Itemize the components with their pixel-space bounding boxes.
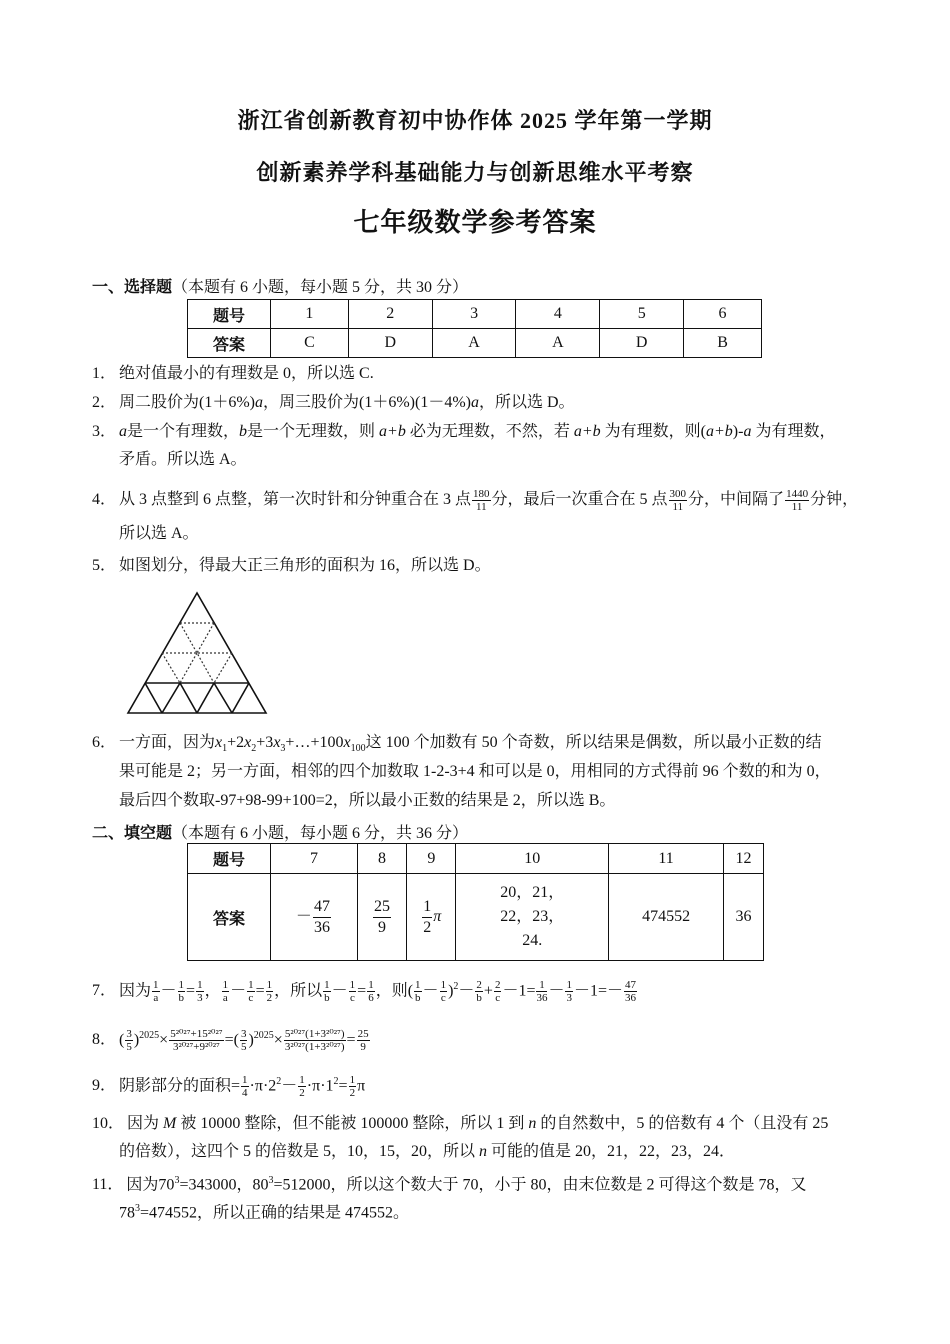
section-label: 二、填空题	[92, 825, 173, 842]
numerator: 1	[153, 979, 159, 992]
variable: n	[528, 1115, 537, 1132]
subscript: 1	[222, 743, 228, 755]
variable: x	[273, 734, 281, 751]
text: 被 10000 整除，但不能被 100000 整除，所以 1 到	[176, 1115, 529, 1132]
denominator: b	[324, 992, 330, 1005]
text: )	[448, 982, 454, 1000]
text: )-	[732, 423, 744, 440]
answer-key-title: 七年级数学参考答案	[353, 208, 597, 237]
denominator: b	[476, 992, 482, 1005]
triangle-figure	[120, 585, 280, 720]
pi-symbol: π	[433, 907, 442, 925]
item-number: 6．	[92, 734, 117, 751]
text: =	[255, 982, 265, 1000]
variable: a+b	[706, 423, 733, 440]
text: －	[281, 1077, 298, 1095]
text: =	[357, 982, 367, 1000]
item-number: 1．	[92, 365, 117, 382]
table-cell: 2	[348, 300, 432, 329]
table-cell: 4	[516, 300, 600, 329]
answer-9	[407, 874, 456, 961]
fraction	[440, 979, 448, 1004]
superscript: 3	[268, 1175, 274, 1186]
explanation-line	[92, 1026, 371, 1053]
explanation-line	[92, 1171, 807, 1195]
table-cell: 5	[600, 300, 684, 329]
variable: n	[479, 1143, 488, 1160]
minus-sign: －	[295, 907, 312, 925]
text: 因为	[127, 1115, 164, 1132]
fraction	[357, 1028, 370, 1053]
explanation-line	[92, 422, 835, 442]
numerator: 3	[126, 1028, 132, 1041]
text: =343000，80	[179, 1176, 269, 1194]
answer-line: 22，23，	[500, 908, 565, 925]
text: 一方面，因为	[119, 734, 216, 751]
denominator: 3	[566, 992, 572, 1005]
item-number: 9．	[92, 1077, 117, 1095]
numerator: 1	[242, 1074, 248, 1087]
item-number: 10．	[92, 1115, 125, 1132]
variable: a	[743, 423, 752, 440]
text: 的倍数），这四个 5 的倍数是 5，10，15，20，所以	[119, 1143, 480, 1160]
numerator: 25	[357, 1028, 369, 1041]
text: ，所以	[274, 982, 323, 1000]
fraction	[475, 979, 483, 1004]
text: 因为	[119, 982, 152, 1000]
text: －	[422, 982, 439, 1000]
text: =	[346, 1031, 356, 1049]
fraction	[313, 897, 331, 938]
text: ·π·2	[249, 1077, 277, 1095]
text: =474552，所以正确的结果是 474552。	[140, 1204, 410, 1222]
table-cell: 6	[684, 300, 762, 329]
denominator: a	[153, 992, 159, 1005]
fraction	[349, 1074, 357, 1099]
fill-answer-table	[187, 843, 764, 961]
text: ，所以选 D。	[479, 394, 575, 411]
fraction	[298, 1074, 306, 1099]
numerator: 2	[476, 979, 482, 992]
denominator: c	[349, 992, 355, 1005]
explanation-line	[92, 977, 638, 1004]
table-cell: 3	[432, 300, 516, 329]
denominator: 11	[672, 501, 684, 513]
denominator: 3²⁰²⁷+9²⁰²⁷	[172, 1041, 220, 1054]
table-cell: 1	[271, 300, 349, 329]
denominator: 2	[423, 918, 432, 936]
explanation-line	[119, 762, 831, 782]
fraction	[349, 979, 357, 1004]
text: 78	[119, 1204, 135, 1222]
denominator: 11	[791, 501, 803, 513]
table-cell: B	[684, 329, 762, 358]
text: 是一个无理数，则	[247, 423, 380, 440]
text: 因为70	[126, 1176, 175, 1194]
text: 这 100 个加数有 50 个奇数，所以结果是偶数，所以最小正数的结	[365, 734, 822, 751]
fraction	[284, 1028, 346, 1053]
numerator: 47	[313, 897, 331, 918]
fraction	[222, 979, 230, 1004]
numerator: 5²⁰²⁷(1+3²⁰²⁷)	[284, 1028, 345, 1041]
table-header: 题号	[188, 300, 271, 329]
text: －1=－	[573, 982, 624, 1000]
denominator: b	[415, 992, 421, 1005]
denominator: 9	[378, 918, 387, 936]
text: 是一个有理数，	[127, 423, 240, 440]
text: 周二股价为(1＋6%)	[119, 394, 256, 411]
text: +	[483, 982, 493, 1000]
item-number: 4．	[92, 491, 117, 509]
explanation-line	[119, 791, 615, 811]
item-number: 8．	[92, 1031, 117, 1049]
numerator: 1	[324, 979, 330, 992]
variable: x	[343, 734, 351, 751]
table-cell: 7	[271, 844, 358, 874]
superscript: 3	[174, 1175, 180, 1186]
text: =512000，所以这个数大于 70，小于 80，由末位数是 2 可得这个数是 78，又	[273, 1176, 807, 1194]
subscript: 100	[350, 743, 366, 755]
text: ×	[159, 1031, 169, 1049]
table-cell: 12	[724, 844, 764, 874]
text: －	[331, 982, 348, 1000]
variable: a+b	[379, 423, 406, 440]
denominator: 4	[242, 1087, 248, 1100]
table-row-answers	[188, 874, 764, 961]
choice-answer-table	[187, 299, 762, 358]
denominator: 36	[625, 992, 637, 1005]
denominator: b	[178, 992, 185, 1005]
denominator: 2	[266, 992, 273, 1005]
denominator: 5	[240, 1041, 247, 1054]
table-cell: 11	[609, 844, 724, 874]
section-label: 一、选择题	[92, 279, 173, 296]
variable: a	[471, 394, 479, 411]
text: =	[186, 982, 196, 1000]
subscript: 3	[280, 743, 286, 755]
denominator: 2	[349, 1087, 356, 1100]
text: ，周三股价为(1＋6%)(1－4%)	[263, 394, 471, 411]
numerator: 47	[625, 979, 637, 992]
answer-7	[271, 874, 358, 961]
numerator: 1	[178, 979, 185, 992]
text: =(	[224, 1031, 239, 1049]
text: =	[338, 1077, 348, 1095]
numerator: 1	[299, 1074, 305, 1087]
numerator: 5²⁰²⁷+15²⁰²⁷	[170, 1028, 223, 1041]
numerator: 3	[240, 1028, 247, 1041]
text: 矛盾。所以选 A。	[119, 451, 247, 468]
denominator: 36	[313, 918, 330, 936]
item-number: 11．	[92, 1176, 124, 1194]
text: ·π·1	[306, 1077, 334, 1095]
numerator: 1	[566, 979, 572, 992]
text: ，	[204, 982, 221, 1000]
superscript: 2	[333, 1076, 339, 1087]
text: －	[458, 982, 475, 1000]
table-cell: A	[432, 329, 516, 358]
text: π	[357, 1077, 366, 1095]
answer-line: 20，21，	[500, 884, 565, 901]
explanation-line	[92, 1114, 828, 1134]
numerator: 1440	[786, 488, 809, 500]
fraction	[169, 1028, 223, 1053]
numerator: 2	[494, 979, 501, 992]
text: 的自然数中，5 的倍数有 4 个（且没有 25	[536, 1115, 829, 1132]
answer-12: 36	[724, 874, 764, 961]
numerator: 1	[368, 979, 374, 992]
numerator: 1	[536, 979, 547, 992]
fraction	[669, 488, 688, 513]
fraction	[241, 1074, 249, 1099]
text: 绝对值最小的有理数是 0，所以选 C.	[119, 365, 374, 382]
text: ，则(	[375, 982, 414, 1000]
fraction	[266, 979, 274, 1004]
explanation-line	[119, 450, 247, 470]
denominator: a	[222, 992, 228, 1005]
text: 如图划分，得最大正三角形的面积为 16，所以选 D。	[119, 557, 491, 574]
explanation-line	[119, 1142, 735, 1162]
explanation-line	[119, 1199, 409, 1223]
table-header: 答案	[188, 329, 271, 358]
superscript: 2025	[253, 1030, 274, 1041]
numerator: 1	[248, 979, 254, 992]
text: 为有理数，	[751, 423, 836, 440]
text: 所以选 A。	[119, 525, 199, 542]
table-cell: 8	[357, 844, 406, 874]
table-cell: C	[271, 329, 349, 358]
fraction	[624, 979, 637, 1004]
text: 分，最后一次重合在 5 点	[491, 491, 668, 509]
table-cell: D	[348, 329, 432, 358]
text: －	[230, 982, 247, 1000]
document-title: 浙江省创新教育初中协作体 2025 学年第一学期	[237, 108, 713, 133]
explanation-line	[92, 364, 374, 384]
text: 最后四个数取-97+98-99+100=2，所以最小正数的结果是 2，所以选 B。	[119, 792, 616, 809]
answer-11: 474552	[609, 874, 724, 961]
answer-line: 24.	[522, 932, 543, 949]
text: )	[248, 1031, 254, 1049]
explanation-line	[92, 733, 822, 759]
text: －1=	[502, 982, 536, 1000]
item-number: 3．	[92, 423, 117, 440]
variable: x	[215, 734, 223, 751]
text: (	[119, 1031, 125, 1049]
fraction	[196, 979, 204, 1004]
text: +3	[256, 734, 274, 751]
numerator: 1	[266, 979, 273, 992]
text: 必为无理数，不然，若	[405, 423, 574, 440]
numerator: 1	[349, 1074, 356, 1087]
text: 分，中间隔了	[688, 491, 785, 509]
item-number: 5．	[92, 557, 117, 574]
table-cell: 10	[456, 844, 609, 874]
section-note: （本题有 6 小题，每小题 5 分，共 30 分）	[172, 279, 469, 296]
text: +…+100	[285, 734, 344, 751]
variable: a	[255, 394, 264, 411]
item-number: 7．	[92, 982, 117, 1000]
fraction	[536, 979, 547, 1004]
section-note: （本题有 6 小题，每小题 6 分，共 36 分）	[172, 825, 469, 842]
superscript: 2	[453, 981, 459, 992]
text: －	[160, 982, 177, 1000]
numerator: 1	[222, 979, 229, 992]
answer-8	[357, 874, 406, 961]
denominator: 5	[126, 1041, 132, 1054]
numerator: 1	[440, 979, 447, 992]
numerator: 300	[669, 488, 687, 500]
variable: a+b	[573, 423, 601, 440]
explanation-line	[92, 556, 491, 576]
numerator: 1	[197, 979, 203, 992]
fraction	[494, 979, 502, 1004]
numerator: 1	[349, 979, 356, 992]
denominator: 3	[197, 992, 203, 1005]
text: +2	[227, 734, 245, 751]
table-row-numbers	[188, 844, 764, 874]
text: －	[548, 982, 565, 1000]
text: )	[133, 1031, 140, 1049]
text: 为有理数，则(	[600, 423, 706, 440]
superscript: 3	[135, 1203, 140, 1214]
text: 从 3 点整到 6 点整，第一次时针和分钟重合在 3 点	[119, 491, 472, 509]
fraction	[785, 488, 809, 513]
denominator: c	[495, 992, 501, 1005]
table-cell: 9	[407, 844, 456, 874]
variable: a	[119, 423, 128, 440]
document-subtitle: 创新素养学科基础能力与创新思维水平考察	[256, 160, 694, 185]
fraction	[373, 897, 391, 938]
section-heading-choice	[92, 274, 468, 297]
table-cell: A	[516, 329, 600, 358]
denominator: c	[248, 992, 254, 1005]
numerator: 1	[422, 897, 432, 918]
variable: M	[163, 1115, 177, 1132]
table-row-answers	[188, 329, 762, 358]
denominator: 36	[536, 992, 548, 1005]
denominator: 6	[368, 992, 374, 1005]
fraction	[240, 1028, 248, 1053]
explanation-line	[119, 524, 199, 544]
numerator: 1	[415, 979, 421, 992]
fraction	[247, 979, 255, 1004]
superscript: 2025	[139, 1030, 160, 1041]
subscript: 2	[251, 743, 257, 755]
explanation-line	[92, 488, 858, 513]
variable: b	[239, 423, 248, 440]
fraction	[152, 979, 160, 1004]
explanation-line	[92, 1072, 365, 1099]
denominator: 11	[475, 501, 487, 513]
explanation-line	[92, 393, 575, 413]
denominator: 9	[360, 1041, 366, 1054]
table-row-numbers	[188, 300, 762, 329]
answer-10	[456, 874, 609, 961]
fraction	[422, 897, 432, 938]
variable: x	[244, 734, 252, 751]
text: 分钟，	[810, 491, 859, 509]
fraction	[565, 979, 573, 1004]
text: ×	[273, 1031, 283, 1049]
table-cell: D	[600, 329, 684, 358]
fraction	[414, 979, 422, 1004]
numerator: 180	[473, 488, 490, 500]
text: 阴影部分的面积=	[119, 1077, 241, 1095]
denominator: 3²⁰²⁷(1+3²⁰²⁷)	[284, 1041, 345, 1054]
fraction	[323, 979, 331, 1004]
fraction	[367, 979, 375, 1004]
fraction	[472, 488, 491, 513]
fraction	[125, 1028, 133, 1053]
superscript: 2	[276, 1076, 282, 1087]
fraction	[178, 979, 186, 1004]
text: 果可能是 2；另一方面，相邻的四个加数取 1-2-3+4 和可以是 0，用相同的方式得前 96 个数的和为 0，	[119, 763, 831, 780]
table-header: 答案	[188, 874, 271, 961]
text: 可能的值是 20，21，22，23，24．	[487, 1143, 736, 1160]
section-heading-fill	[92, 820, 468, 843]
item-number: 2．	[92, 394, 117, 411]
denominator: 2	[299, 1087, 305, 1100]
table-header: 题号	[188, 844, 271, 874]
denominator: c	[440, 992, 446, 1005]
numerator: 25	[373, 897, 391, 918]
